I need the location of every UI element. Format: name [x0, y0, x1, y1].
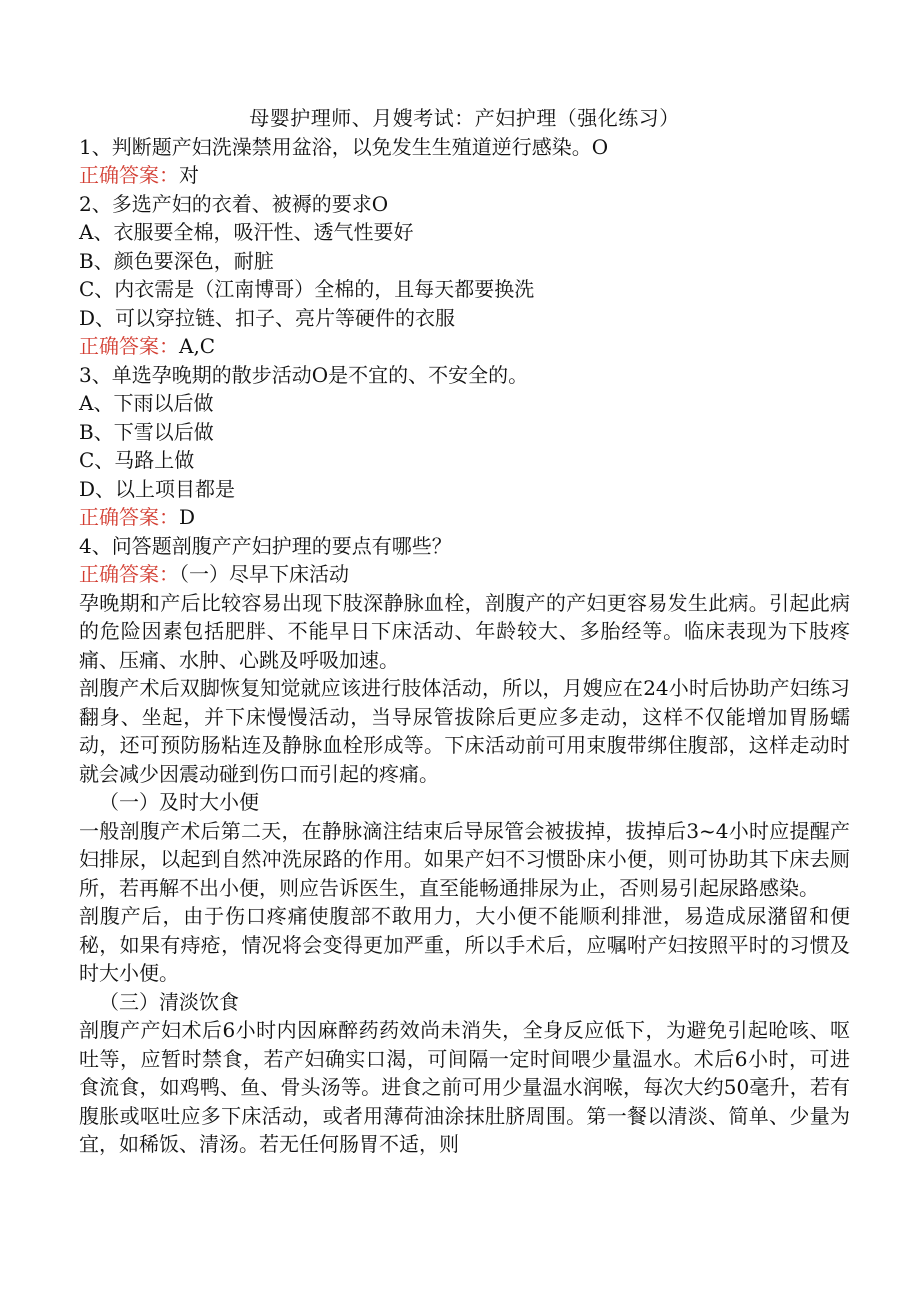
answer-value: 对 — [179, 163, 199, 187]
answer-paragraph: 剖腹产术后双脚恢复知觉就应该进行肢体活动，所以，月嫂应在24小时后协助产妇练习翻身、坐起，并下床慢慢活动，当导尿管拔除后更应多走动，这样不仅能增加胃肠蠕动，还可预防肠粘连及静脉血栓形成等。下床活动前可用束腹带绑住腹部，这样走动时就会减少因震动碰到伤口而引起的疼痛。 — [79, 676, 850, 786]
answer-section-1-heading: （一）尽早下床活动 — [179, 562, 349, 586]
answer-value: A,C — [179, 334, 216, 358]
document-title: 母婴护理师、月嫂考试：产妇护理（强化练习） — [249, 106, 680, 130]
answer-paragraph: 一般剖腹产术后第二天，在静脉滴注结束后导尿管会被拔掉，拔掉后3~4小时应提醒产妇排尿，以起到自然冲洗尿路的作用。如果产妇不习惯卧床小便，则可协助其下床去厕所，若再解不出小便，则应告诉医生，直至能畅通排尿为止，否则易引起尿路感染。 — [79, 818, 850, 900]
question-2-option-b: B、颜色要深色，耐脏 — [79, 248, 274, 273]
answer-paragraph: 孕晚期和产后比较容易出现下肢深静脉血栓，剖腹产的产妇更容易发生此病。引起此病的危险因素包括肥胖、不能早日下床活动、年龄较大、多胎经等。临床表现为下肢疼痛、压痛、水肿、心跳及呼吸加速。 — [79, 590, 850, 672]
answer-label: 正确答案： — [79, 505, 179, 529]
question-3-option-d: D、以上项目都是 — [79, 476, 236, 501]
question-3-option-a: A、下雨以后做 — [79, 391, 214, 415]
answer-paragraph: 剖腹产后，由于伤口疼痛使腹部不敢用力，大小便不能顺利排泄，易造成尿潴留和便秘，如果有痔疮，情况将会变得更加严重，所以手术后，应嘱咐产妇按照平时的习惯及时大小便。 — [79, 904, 850, 985]
question-4-answer — [79, 560, 850, 589]
answer-label: 正确答案： — [79, 562, 179, 586]
question-2-option-c: C、内衣需是（江南博哥）全棉的，且每天都要换洗 — [79, 277, 535, 301]
question-3-answer — [79, 503, 850, 532]
question-2-answer — [79, 332, 850, 361]
answer-section-3-heading: （三）清淡饮食 — [99, 989, 239, 1014]
answer-label: 正确答案： — [79, 163, 179, 187]
question-3-option-c: C、马路上做 — [79, 448, 195, 472]
question-2-option-d: D、可以穿拉链、扣子、亮片等硬件的衣服 — [79, 305, 456, 330]
question-1-answer — [79, 161, 850, 190]
answer-section-2-heading: （一）及时大小便 — [99, 790, 259, 814]
question-3-stem: 3、单选孕晚期的散步活动O是不宜的、不安全的。 — [79, 362, 529, 387]
question-2-option-a: A、衣服要全棉，吸汗性、透气性要好 — [79, 220, 414, 244]
question-4-stem: 4、问答题剖腹产产妇护理的要点有哪些？ — [79, 533, 452, 558]
answer-label: 正确答案： — [79, 334, 179, 358]
question-3-option-b: B、下雪以后做 — [79, 419, 214, 444]
question-2-stem: 2、多选产妇的衣着、被褥的要求O — [79, 191, 389, 216]
answer-paragraph: 剖腹产产妇术后6小时内因麻醉药药效尚未消失，全身反应低下，为避免引起呛咳、呕吐等，应暂时禁食，若产妇确实口渴，可间隔一定时间喂少量温水。术后6小时，可进食流食，如鸡鸭、鱼、骨头汤等。进食之前可用少量温水润喉，每次大约50毫升，若有腹胀或呕吐应多下床活动，或者用薄荷油涂抹肚脐周围。第一餐以清淡、简单、少量为宜，如稀饭、清汤。若无任何肠胃不适，则 — [79, 1018, 850, 1156]
answer-value: D — [179, 505, 196, 529]
question-1-stem: 1、判断题产妇洗澡禁用盆浴，以免发生生殖道逆行感染。O — [79, 134, 609, 159]
